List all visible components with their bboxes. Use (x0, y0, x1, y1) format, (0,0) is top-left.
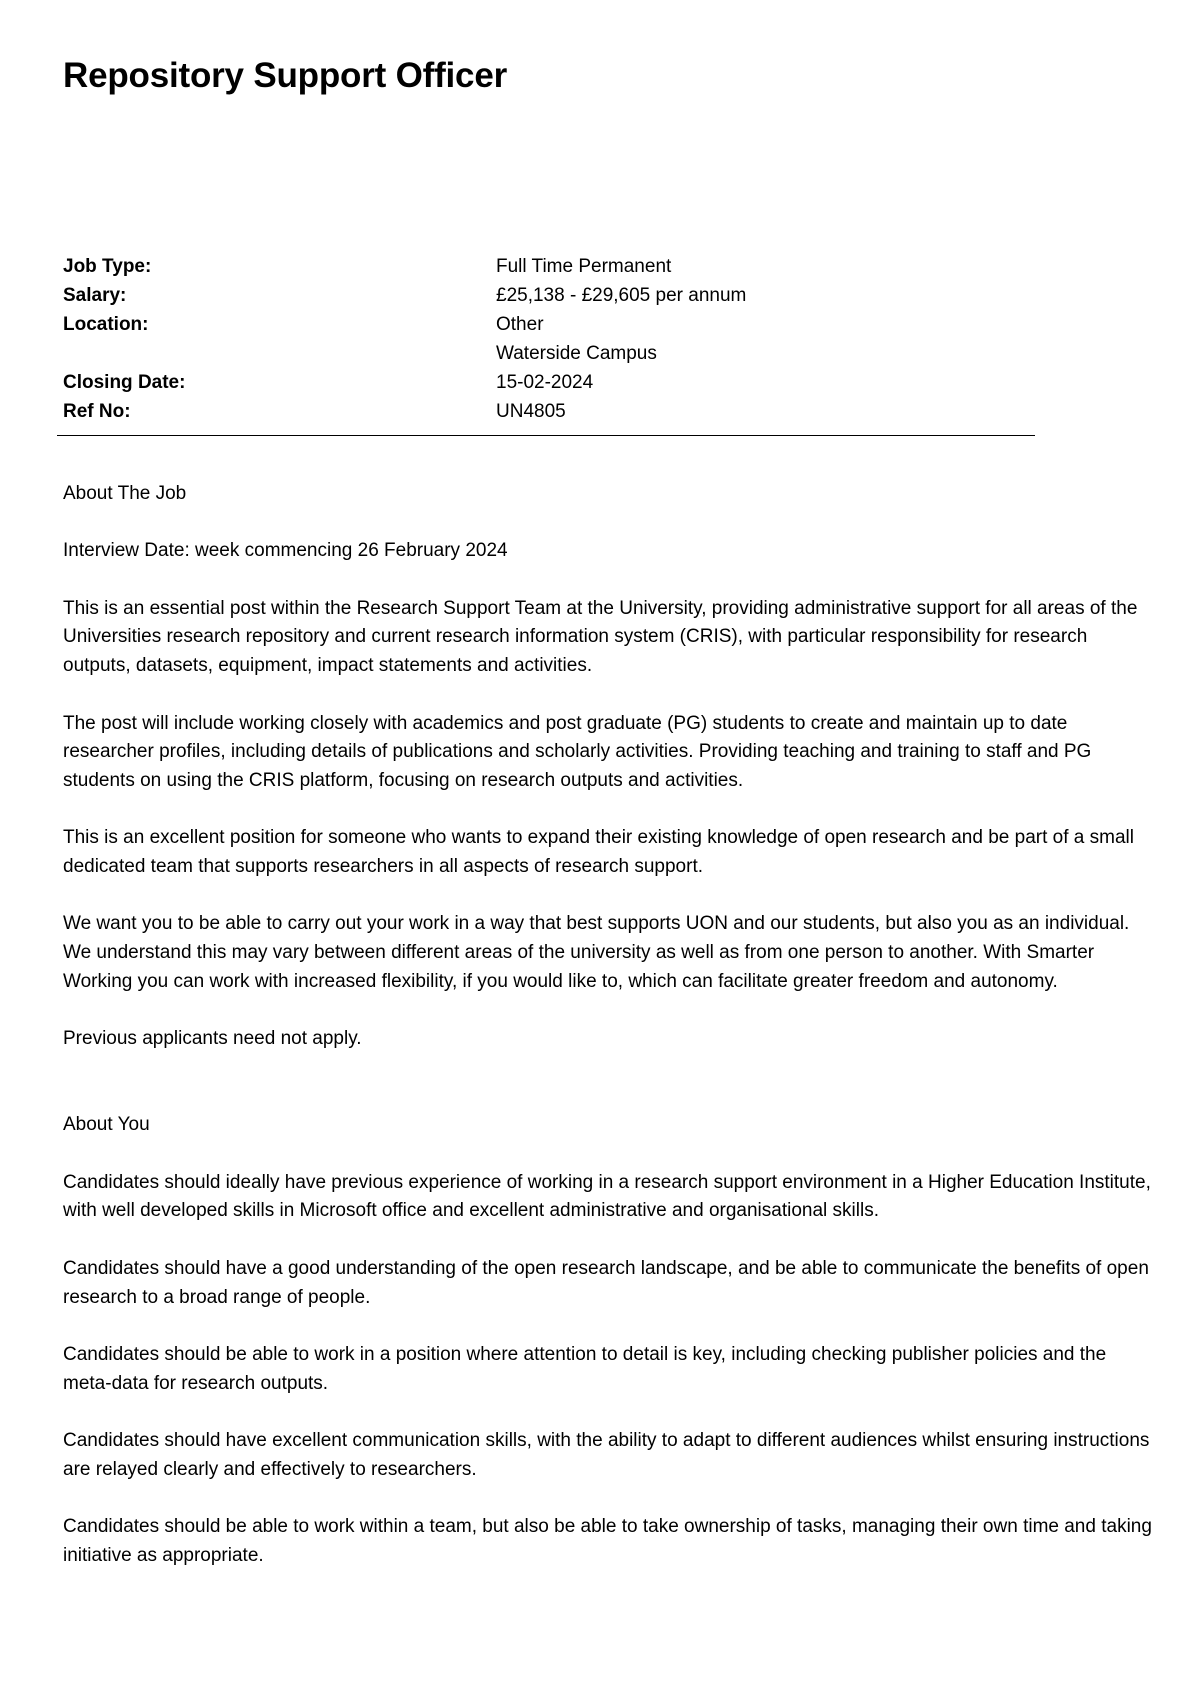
detail-label: Ref No: (63, 401, 131, 422)
paragraph: Interview Date: week commencing 26 February 2024 (63, 540, 508, 562)
detail-label: Salary: (63, 285, 127, 306)
detail-row-closing-date (63, 368, 1035, 397)
about-you-heading: About You (63, 1114, 150, 1136)
about-job-heading: About The Job (63, 483, 187, 504)
paragraph: Candidates should have a good understanding of the open research landscape, and be able to communicate the benefits of open research to a broad range of people. (63, 1257, 1149, 1308)
page-title: Repository Support Officer (63, 56, 508, 95)
paragraph: This is an essential post within the Research Support Team at the University, providing administrative support for all areas of the Universities research repository and current research information system (CRIS), with particular responsibility for research outputs, datasets, equipment, impact statements and activities. (63, 597, 1138, 677)
detail-row-location (63, 310, 1035, 339)
detail-row-job-type (63, 252, 1035, 281)
paragraph: This is an excellent position for someone who wants to expand their existing knowledge of open research and be part of a small dedicated team that supports researchers in all aspects of research support. (63, 827, 1134, 878)
detail-value: 15-02-2024 (496, 372, 594, 393)
paragraph: Candidates should ideally have previous experience of working in a research support environment in a Higher Education Institute, with well developed skills in Microsoft office and excellent administrative and organisational skills. (63, 1171, 1151, 1222)
detail-label: Closing Date: (63, 372, 186, 393)
paragraph: Candidates should have excellent communication skills, with the ability to adapt to different audiences whilst ensuring instructions are relayed clearly and effectively to researchers. (63, 1430, 1150, 1480)
detail-row-location-2 (63, 339, 1035, 368)
paragraph: We want you to be able to carry out your work in a way that best supports UON and our students, but also you as an individual. We understand this may vary between different areas of the university as well as from one person to another. With Smarter Working you can work with increased flexibility, if you would like to, which can facilitate greater freedom and autonomy. (63, 913, 1130, 992)
detail-row-salary (63, 281, 1035, 310)
job-description (63, 480, 1153, 1599)
section-divider (57, 435, 1035, 436)
paragraph: Previous applicants need not apply. (63, 1028, 362, 1050)
paragraph: Candidates should be able to work within a team, but also be able to take ownership of tasks, managing their own time and taking initiative as appropriate. (63, 1516, 1152, 1566)
detail-value: UN4805 (496, 401, 566, 422)
detail-value: Full Time Permanent (496, 256, 672, 277)
detail-value: Other (496, 314, 544, 335)
detail-label: Job Type: (63, 256, 152, 277)
detail-label-empty (63, 339, 496, 368)
detail-label: Location: (63, 314, 149, 335)
detail-row-ref-no (63, 397, 1035, 426)
detail-value: Waterside Campus (496, 343, 657, 364)
detail-value: £25,138 - £29,605 per annum (496, 285, 747, 306)
paragraph: Candidates should be able to work in a position where attention to detail is key, including checking publisher policies and the meta-data for research outputs. (63, 1343, 1107, 1394)
job-details (63, 252, 1035, 426)
paragraph: The post will include working closely with academics and post graduate (PG) students to create and maintain up to date researcher profiles, including details of publications and scholarly activities. Providing teaching and training to staff and PG students on using the CRIS platform, focusing on research outputs and activities. (63, 712, 1092, 791)
